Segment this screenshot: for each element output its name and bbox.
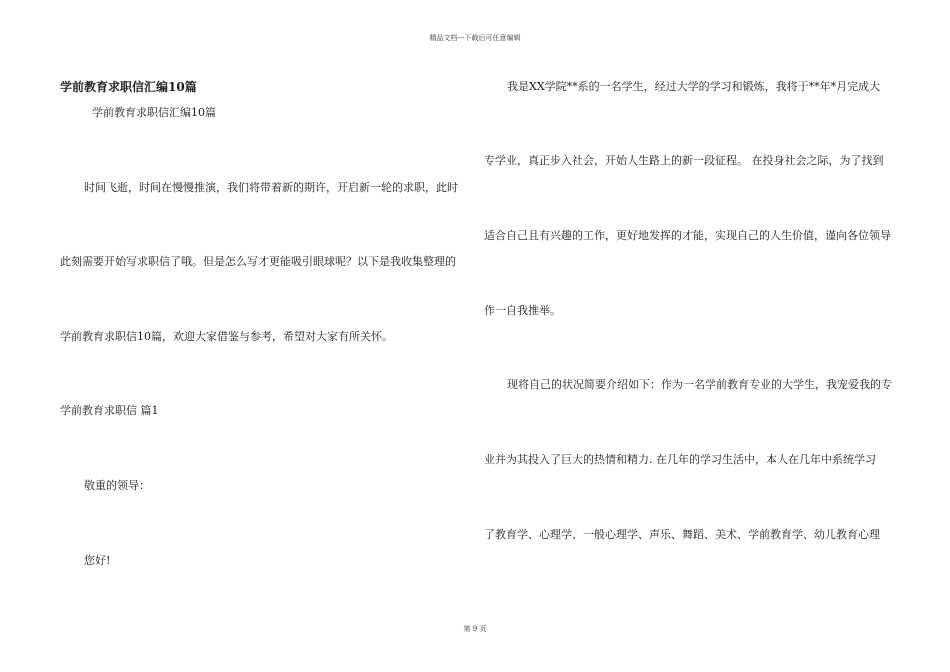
- intro-line-2: 此刻需要开始写求职信了哦。但是怎么写才更能吸引眼球呢？以下是我收集整理的: [60, 255, 456, 268]
- body-line-7: 了教育学、心理学、一般心理学、声乐、舞蹈、美术、学前教育学、幼儿教育心理: [484, 528, 880, 541]
- body-line-3: 适合自己且有兴趣的工作，更好地发挥的才能，实现自己的人生价值，谨向各位领导: [484, 229, 891, 242]
- body-line-5: 现将自己的状况简要介绍如下：作为一名学前教育专业的大学生，我宠爱我的专: [507, 378, 892, 391]
- intro-line-3: 学前教育求职信10篇，欢迎大家借鉴与参考，希望对大家有所关怀。: [60, 330, 393, 343]
- body-line-6: 业并为其投入了巨大的热情和精力. 在几年的学习生活中，本人在几年中系统学习: [484, 453, 876, 466]
- body-line-2: 专学业，真正步入社会，开始人生路上的新一段征程。 在投身社会之际，为了找到: [484, 154, 884, 167]
- page-number: 第 9 页: [463, 625, 487, 633]
- intro-line-1: 时间飞逝，时间在慢慢推演，我们将带着新的期许，开启新一轮的求职，此时: [84, 181, 458, 194]
- letter-greeting: 您好!: [84, 554, 111, 567]
- body-line-4: 作一自我推举。: [484, 304, 561, 317]
- body-line-1: 我是XX学院**系的一名学生，经过大学的学习和锻炼，我将于**年*月完成大: [507, 80, 881, 93]
- letter-heading: 学前教育求职信 篇1: [60, 404, 159, 417]
- letter-salutation: 敬重的领导：: [84, 479, 150, 492]
- document-subtitle: 学前教育求职信汇编10篇: [92, 106, 216, 119]
- document-title: 学前教育求职信汇编10篇: [60, 80, 197, 94]
- page-header: 精品文档---下载后可任意编辑: [429, 34, 521, 42]
